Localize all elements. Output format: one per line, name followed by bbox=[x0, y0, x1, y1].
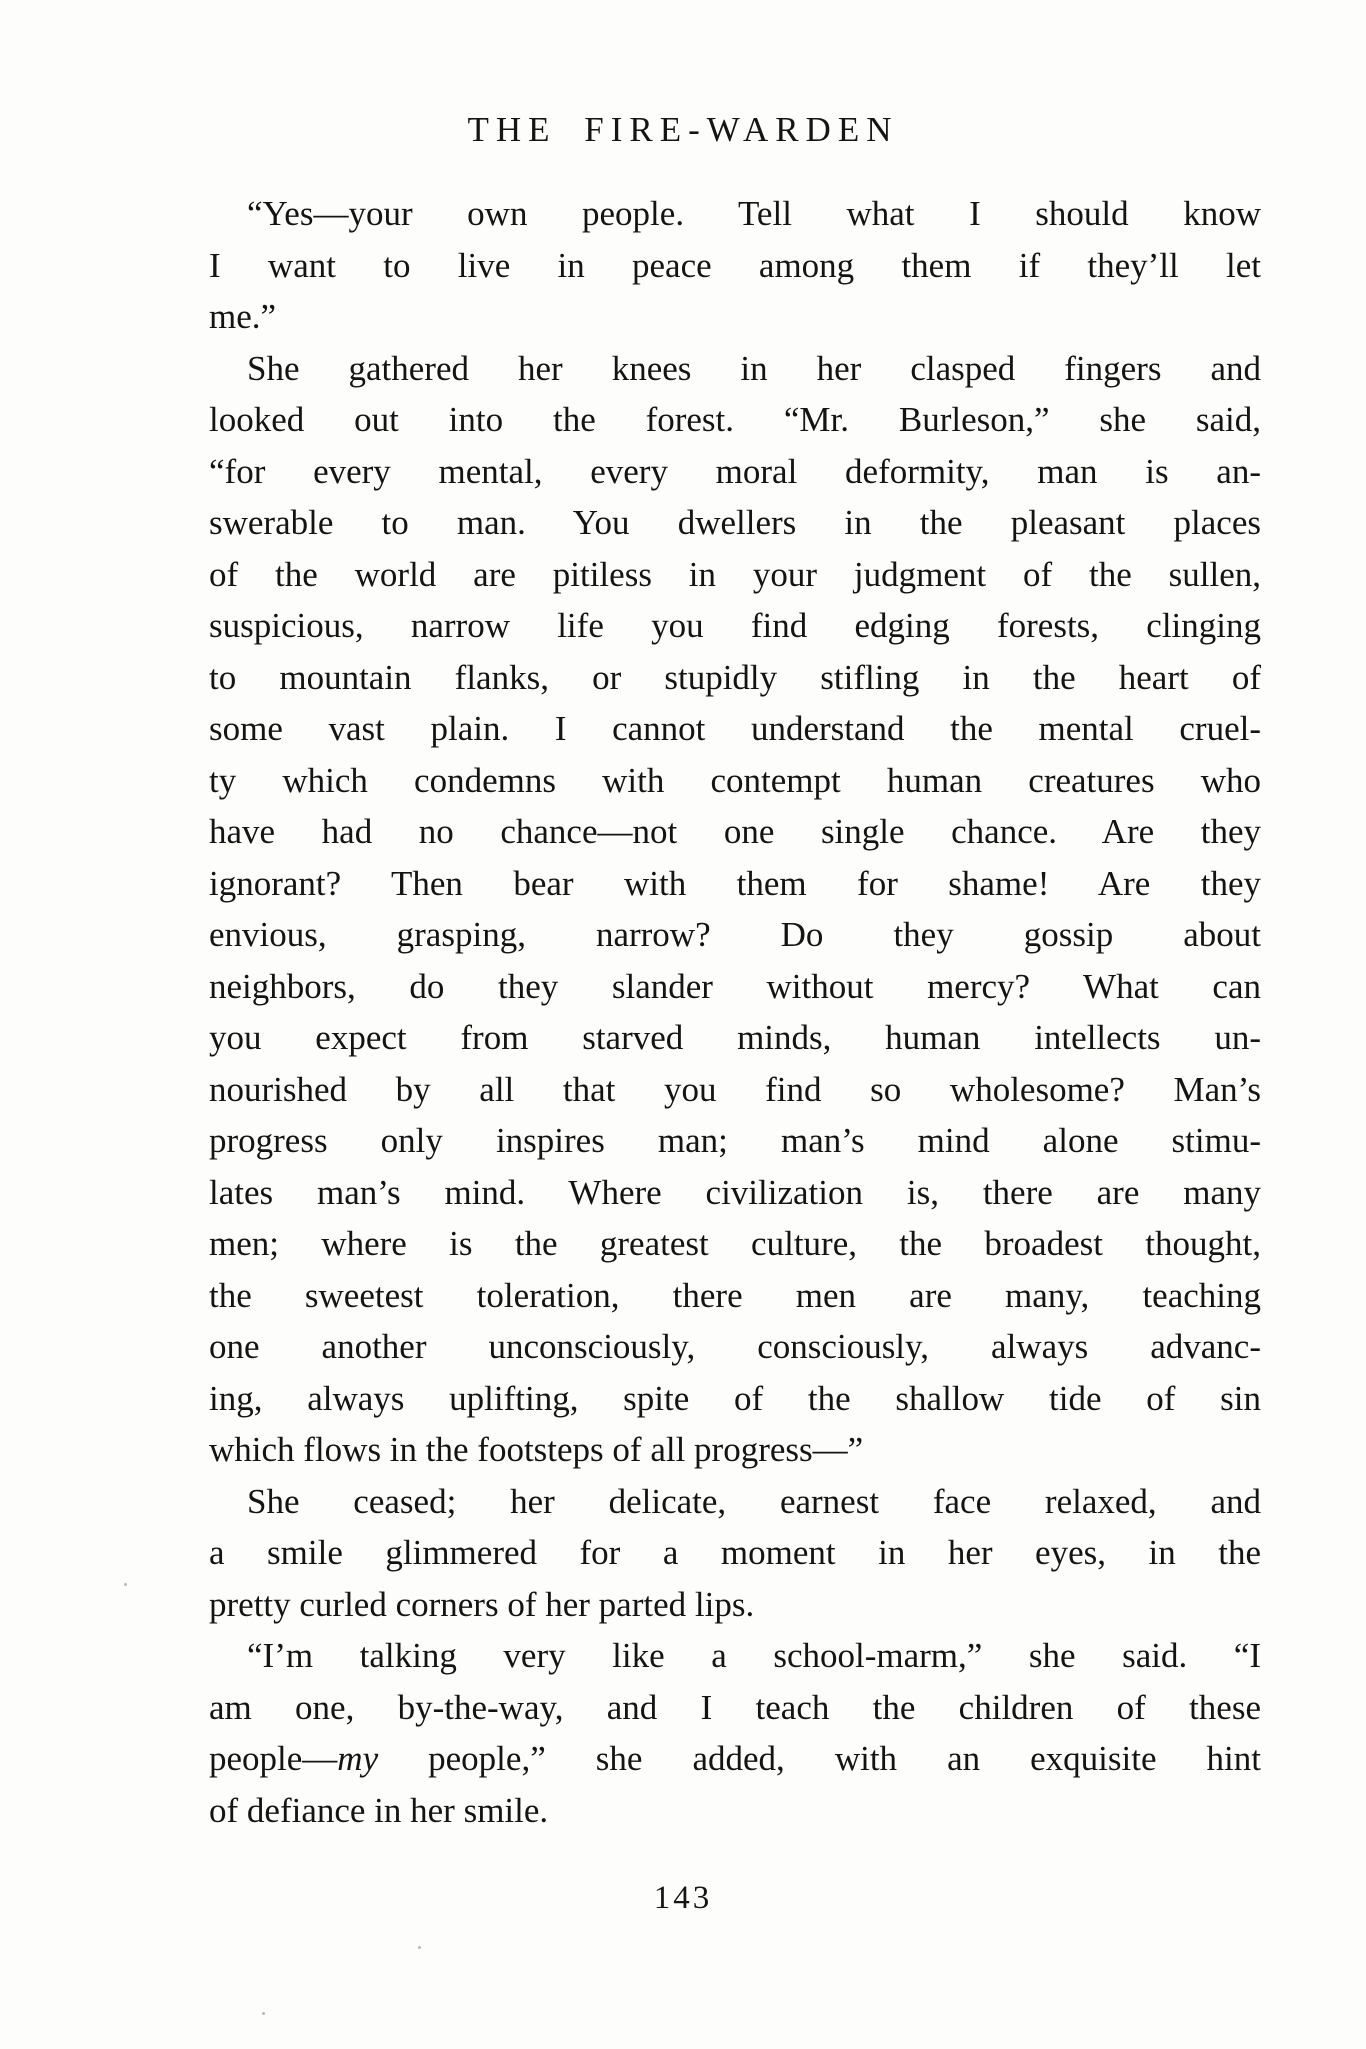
running-head: THE FIRE-WARDEN bbox=[467, 110, 899, 149]
body-text bbox=[209, 188, 1261, 1836]
text-line: “Yes—your own people. Tell what I should know bbox=[247, 194, 1261, 233]
text-line: nourished by all that you find so wholesome? Man’s bbox=[209, 1069, 1261, 1109]
text-line: She gathered her knees in her clasped fingers and bbox=[247, 348, 1261, 388]
paragraph bbox=[209, 1476, 1261, 1631]
paragraph bbox=[209, 343, 1261, 1476]
text-line: “I’m talking very like a school-marm,” she said. “I bbox=[247, 1636, 1261, 1675]
text-line: envious, grasping, narrow? Do they gossip about bbox=[209, 915, 1261, 954]
text-line: you expect from starved minds, human intellects un- bbox=[209, 1018, 1261, 1057]
text-line: have had no chance—not one single chance. Are they bbox=[209, 812, 1261, 851]
text-line: of defiance in her smile. bbox=[209, 1790, 549, 1830]
text-line: some vast plain. I cannot understand the mental cruel- bbox=[209, 709, 1261, 748]
scan-speck bbox=[262, 2012, 265, 2015]
text-line: the sweetest toleration, there men are many, teaching bbox=[209, 1275, 1261, 1315]
text-run: people— bbox=[209, 1739, 338, 1778]
text-line: “for every mental, every moral deformity, man is an- bbox=[209, 451, 1261, 491]
text-line: a smile glimmered for a moment in her eyes, in the bbox=[209, 1533, 1261, 1572]
text-line: ty which condemns with contempt human creatures who bbox=[209, 760, 1261, 800]
text-line: lates man’s mind. Where civilization is, there are many bbox=[209, 1172, 1261, 1212]
scan-speck bbox=[418, 1946, 421, 1949]
text-line: ignorant? Then bear with them for shame! Are they bbox=[209, 863, 1261, 903]
text-line: progress only inspires man; man’s mind alone stimu- bbox=[209, 1121, 1261, 1160]
text-line: I want to live in peace among them if they’ll let bbox=[209, 245, 1261, 285]
text-line: which flows in the footsteps of all progress—” bbox=[209, 1430, 864, 1469]
text-line: am one, by-the-way, and I teach the children of these bbox=[209, 1687, 1261, 1727]
text-line: of the world are pitiless in your judgment of the sullen, bbox=[209, 554, 1261, 594]
text-line: men; where is the greatest culture, the broadest thought, bbox=[209, 1224, 1261, 1263]
text-line: suspicious, narrow life you find edging forests, clinging bbox=[209, 606, 1261, 645]
page-number: 143 bbox=[653, 1880, 713, 1916]
text-line: one another unconsciously, consciously, always advanc- bbox=[209, 1327, 1261, 1366]
text-line: ing, always uplifting, spite of the shallow tide of sin bbox=[209, 1378, 1261, 1418]
emphasis-word: my bbox=[337, 1739, 379, 1778]
text-line: to mountain flanks, or stupidly stifling in the heart of bbox=[209, 657, 1261, 697]
text-line: me.” bbox=[209, 297, 277, 336]
text-line: She ceased; her delicate, earnest face relaxed, and bbox=[247, 1481, 1261, 1521]
text-line: pretty curled corners of her parted lips. bbox=[209, 1584, 755, 1624]
paragraph bbox=[209, 188, 1261, 343]
scan-speck bbox=[124, 1583, 127, 1586]
text-line: swerable to man. You dwellers in the pleasant places bbox=[209, 503, 1261, 542]
text-line: looked out into the forest. “Mr. Burleson,” she said, bbox=[209, 400, 1261, 439]
paragraph bbox=[209, 1630, 1261, 1836]
text-line-with-emphasis bbox=[209, 1733, 1261, 1785]
text-run: people,” she added, with an exquisite hint bbox=[378, 1739, 1261, 1778]
text-line: neighbors, do they slander without mercy? What can bbox=[209, 966, 1261, 1006]
